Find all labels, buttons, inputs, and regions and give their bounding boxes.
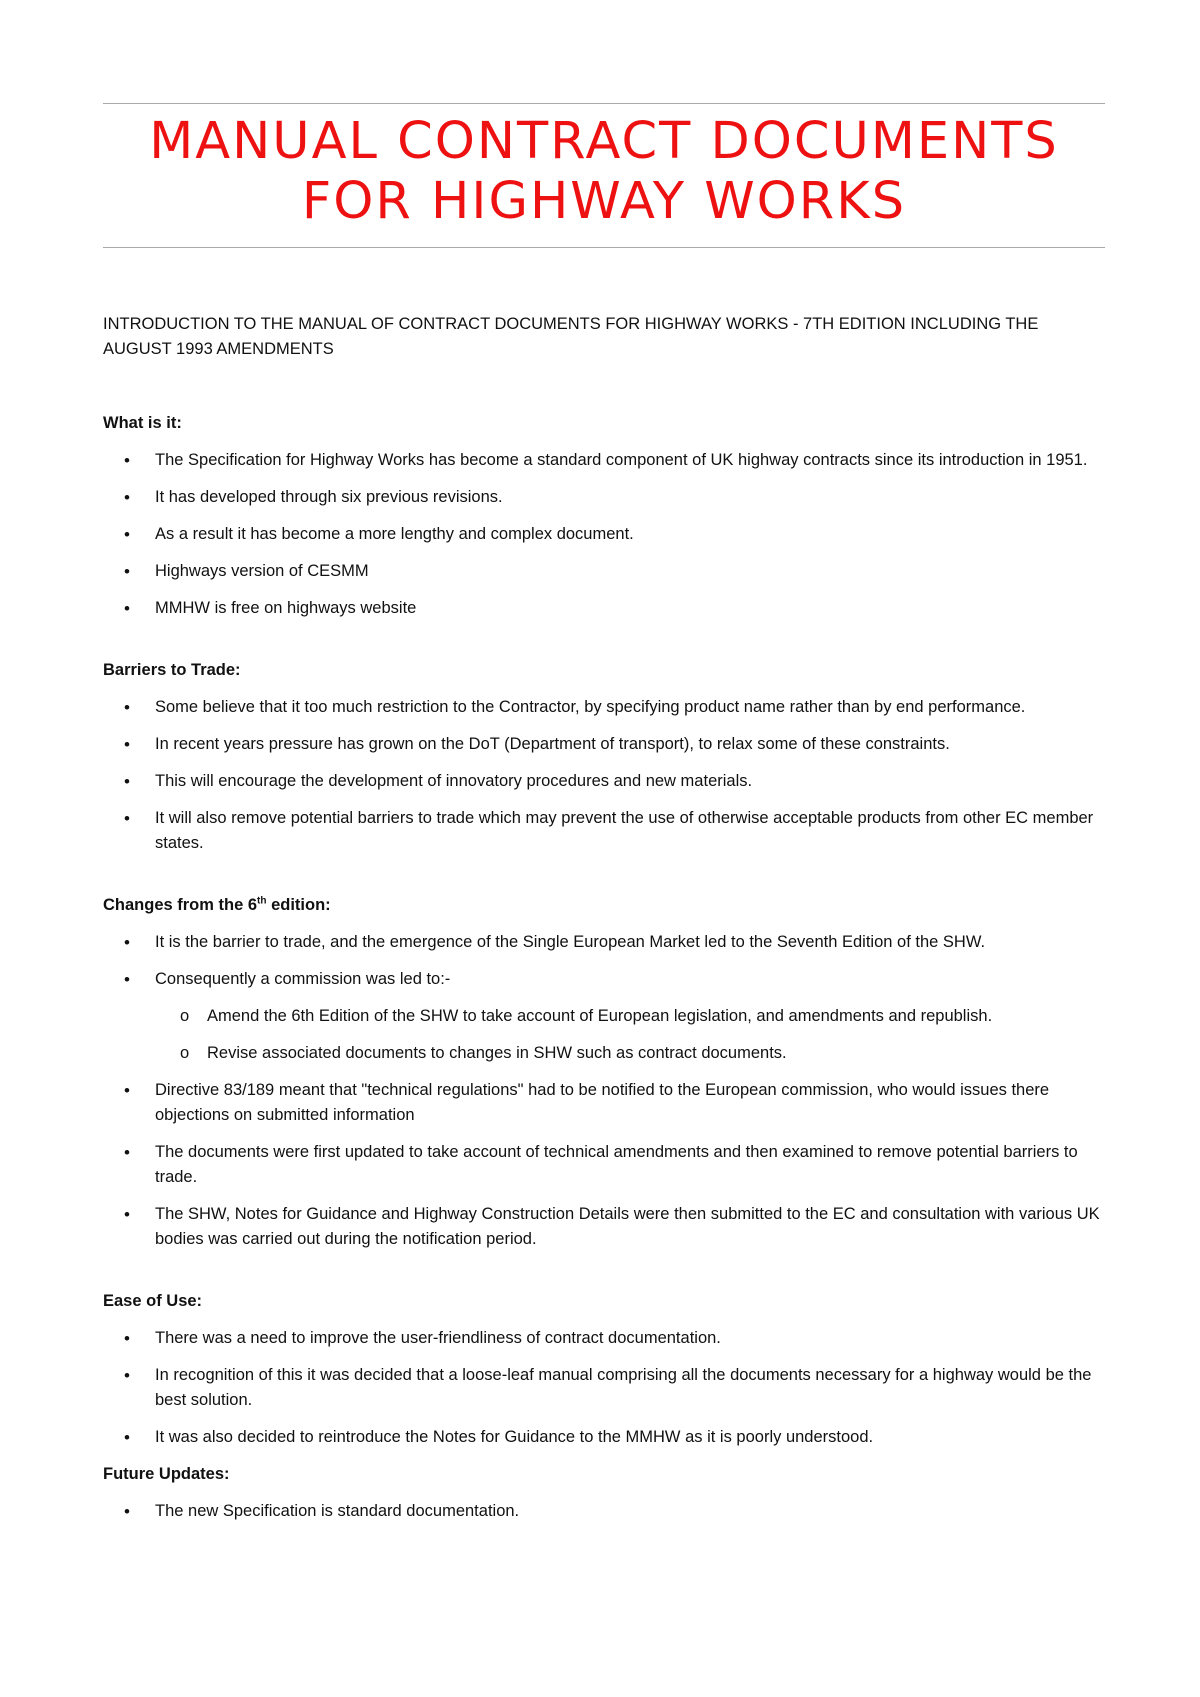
heading-text-end: edition: [266, 896, 331, 914]
title-bottom-rule [103, 247, 1105, 248]
list-item [103, 695, 1105, 720]
section-heading: Barriers to Trade: [103, 661, 241, 679]
heading-text: Changes from the 6 [103, 896, 258, 914]
list-item [103, 1078, 1105, 1128]
list-item-text: The SHW, Notes for Guidance and Highway Construction Details were then submitted to the EC and consultation with various UK bodies was carried out during the notification period. [155, 1205, 1100, 1248]
list-item [103, 1499, 1105, 1524]
list-item [103, 559, 1105, 584]
list-item [103, 1363, 1105, 1413]
bullet-icon: • [124, 1502, 130, 1521]
list-item [103, 1140, 1105, 1190]
list-item-text: Consequently a commission was led to:- [155, 970, 451, 988]
bullet-icon: • [124, 1366, 130, 1385]
bullet-icon: • [124, 488, 130, 507]
list-item-text: It will also remove potential barriers to trade which may prevent the use of otherwise acceptable products from other EC member states. [155, 809, 1094, 852]
sub-list-item [155, 1041, 1105, 1066]
list-item [103, 1425, 1105, 1450]
sub-list-item [155, 1004, 1105, 1029]
section-changes-from-6th-edition [103, 893, 1105, 1252]
list-item-text: Directive 83/189 meant that "technical regulations" had to be notified to the European commission, who would issues there objections on submitted information [155, 1081, 1050, 1124]
list-item [103, 769, 1105, 794]
section-future-updates [103, 1462, 1105, 1524]
list-item [103, 596, 1105, 621]
bullet-list [103, 1326, 1105, 1450]
list-item [103, 967, 1105, 1066]
list-item-text: In recent years pressure has grown on the DoT (Department of transport), to relax some of these constraints. [155, 735, 950, 753]
document-body [103, 312, 1105, 1536]
document-title [103, 112, 1105, 232]
list-item-text: MMHW is free on highways website [155, 599, 417, 617]
list-item-text: The new Specification is standard documentation. [155, 1502, 520, 1520]
bullet-icon: • [124, 809, 130, 828]
list-item-text: It has developed through six previous revisions. [155, 488, 503, 506]
bullet-icon: • [124, 933, 130, 952]
bullet-list [103, 930, 1105, 1252]
bullet-icon: • [124, 599, 130, 618]
list-item-text: Highways version of CESMM [155, 562, 369, 580]
list-item-text: It was also decided to reintroduce the Notes for Guidance to the MMHW as it is poorly understood. [155, 1428, 874, 1446]
bullet-icon: • [124, 451, 130, 470]
list-item-text: This will encourage the development of innovatory procedures and new materials. [155, 772, 753, 790]
section-heading: Ease of Use: [103, 1292, 203, 1310]
list-item [103, 806, 1105, 856]
sub-list-item-text: Revise associated documents to changes in SHW such as contract documents. [207, 1044, 787, 1062]
list-item-text: It is the barrier to trade, and the emergence of the Single European Market led to the Seventh Edition of the SHW. [155, 933, 986, 951]
intro-paragraph: INTRODUCTION TO THE MANUAL OF CONTRACT DOCUMENTS FOR HIGHWAY WORKS - 7TH EDITION INCLUDING THE AUGUST 1993 AMENDMENTS [103, 315, 1039, 358]
list-item-text: Some believe that it too much restriction to the Contractor, by specifying product name rather than by end performance. [155, 698, 1026, 716]
bullet-list [103, 1499, 1105, 1524]
section-what-is-it [103, 411, 1105, 621]
list-item [103, 732, 1105, 757]
circle-bullet-icon: o [180, 1007, 190, 1025]
sub-list-item-text: Amend the 6th Edition of the SHW to take account of European legislation, and amendments and republish. [207, 1007, 993, 1025]
bullet-icon: • [124, 1205, 130, 1224]
section-heading: What is it: [103, 414, 182, 432]
bullet-icon: • [124, 1428, 130, 1447]
title-line-2: FOR HIGHWAY WORKS [301, 172, 907, 231]
list-item-text: The Specification for Highway Works has become a standard component of UK highway contracts since its introduction in 1951. [155, 451, 1088, 469]
circle-bullet-icon: o [180, 1044, 190, 1062]
sub-bullet-list [155, 1004, 1105, 1066]
bullet-icon: • [124, 1081, 130, 1100]
section-heading [103, 893, 1105, 918]
list-item [103, 522, 1105, 547]
list-item [103, 485, 1105, 510]
title-line-1: MANUAL CONTRACT DOCUMENTS [149, 112, 1059, 171]
section-ease-of-use [103, 1289, 1105, 1450]
bullet-icon: • [124, 562, 130, 581]
list-item [103, 1202, 1105, 1252]
bullet-list [103, 448, 1105, 621]
bullet-icon: • [124, 1143, 130, 1162]
list-item-text: There was a need to improve the user-friendliness of contract documentation. [155, 1329, 721, 1347]
bullet-icon: • [124, 735, 130, 754]
bullet-list [103, 695, 1105, 856]
bullet-icon: • [124, 970, 130, 989]
section-barriers-to-trade [103, 658, 1105, 856]
bullet-icon: • [124, 1329, 130, 1348]
list-item [103, 448, 1105, 473]
section-heading: Future Updates: [103, 1465, 230, 1483]
list-item-text: The documents were first updated to take account of technical amendments and then examined to remove potential barriers to trade. [155, 1143, 1078, 1186]
list-item-text: As a result it has become a more lengthy and complex document. [155, 525, 634, 543]
title-top-rule [103, 103, 1105, 104]
heading-superscript: th [257, 895, 267, 907]
list-item-text: In recognition of this it was decided that a loose-leaf manual comprising all the documents necessary for a highway would be the best solution. [155, 1366, 1092, 1409]
list-item [103, 930, 1105, 955]
bullet-icon: • [124, 525, 130, 544]
bullet-icon: • [124, 772, 130, 791]
list-item [103, 1326, 1105, 1351]
bullet-icon: • [124, 698, 130, 717]
